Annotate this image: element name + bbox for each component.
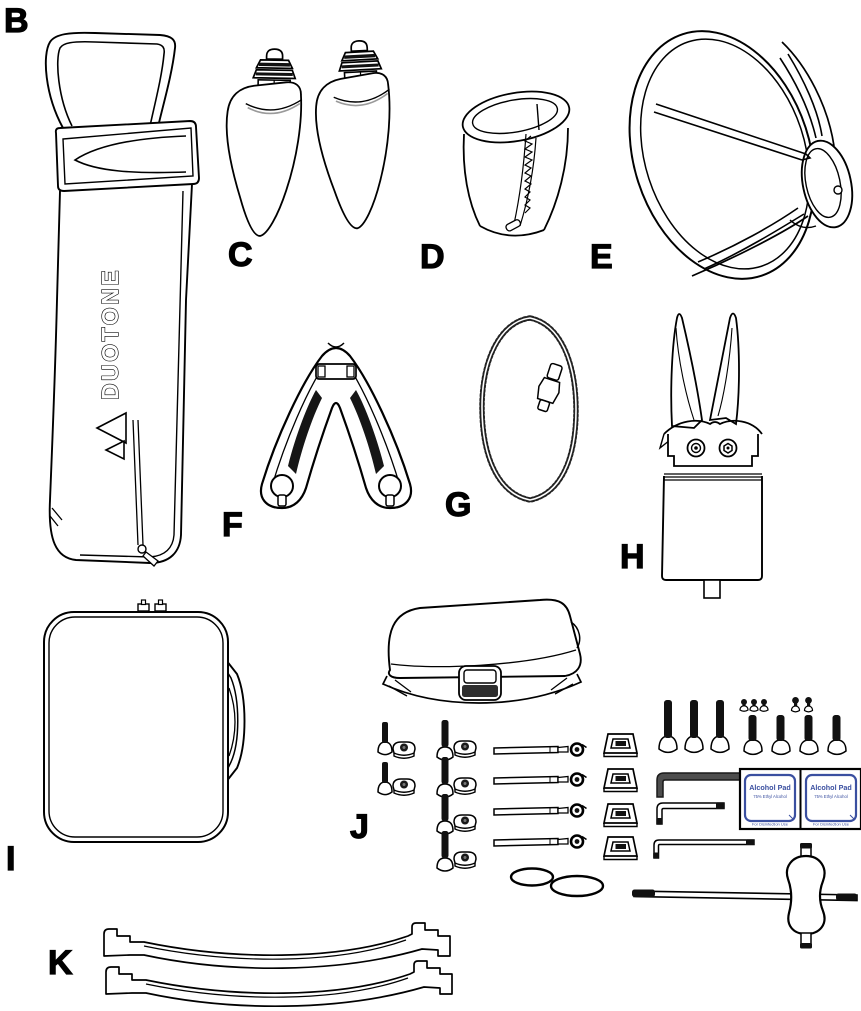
carry-case-drawing	[44, 600, 245, 842]
hex-key-large	[657, 773, 746, 797]
fin-right	[312, 39, 396, 230]
vane-unit-drawing	[660, 314, 762, 599]
alcohol-pad-left	[745, 775, 795, 827]
part-label-h: H	[620, 538, 645, 576]
nose-cone-drawing	[599, 7, 860, 303]
cord-connector	[532, 362, 567, 414]
o-ring-small	[511, 869, 553, 886]
pad-subtitle: 75% Ethyl Alcohol	[814, 794, 848, 799]
part-label-c: C	[228, 236, 253, 274]
part-label-e: E	[590, 238, 613, 276]
alcohol-pads	[740, 769, 861, 829]
part-label-j: J	[350, 808, 369, 846]
pad-title: Alcohol Pad	[749, 783, 791, 792]
pad-footer: For Disinfection Use	[751, 821, 789, 827]
fin-left	[225, 48, 303, 236]
part-label-k: K	[48, 944, 73, 982]
duotone-triangle-logo-icon	[97, 413, 126, 459]
part-label-g: G	[445, 486, 472, 524]
board-bag-drawing	[46, 33, 199, 566]
bag-brand-text: DUOTONE	[97, 267, 123, 400]
t-handle-tool	[632, 843, 857, 949]
alcohol-pad-right	[806, 775, 856, 827]
cone-sleeve-drawing	[459, 84, 574, 236]
part-label-f: F	[222, 506, 243, 544]
cord-loop-drawing	[482, 318, 576, 500]
part-label-b: B	[4, 2, 29, 40]
part-label-i: I	[6, 840, 16, 878]
toolbox-drawing	[383, 600, 581, 703]
pad-title: Alcohol Pad	[810, 783, 852, 792]
hardware-group	[378, 697, 861, 949]
case-zipper-pulls	[138, 600, 166, 611]
hex-key-medium	[656, 802, 724, 824]
rail-top	[104, 923, 450, 968]
v-handle-drawing	[261, 343, 411, 508]
o-ring-large	[551, 876, 603, 896]
pad-subtitle: 75% Ethyl Alcohol	[753, 794, 787, 799]
part-label-d: D	[420, 238, 445, 276]
rail-strips-drawing	[104, 923, 452, 1006]
pad-footer: For Disinfection Use	[812, 821, 850, 827]
hex-key-long	[653, 839, 754, 858]
fins-drawing	[225, 39, 397, 236]
